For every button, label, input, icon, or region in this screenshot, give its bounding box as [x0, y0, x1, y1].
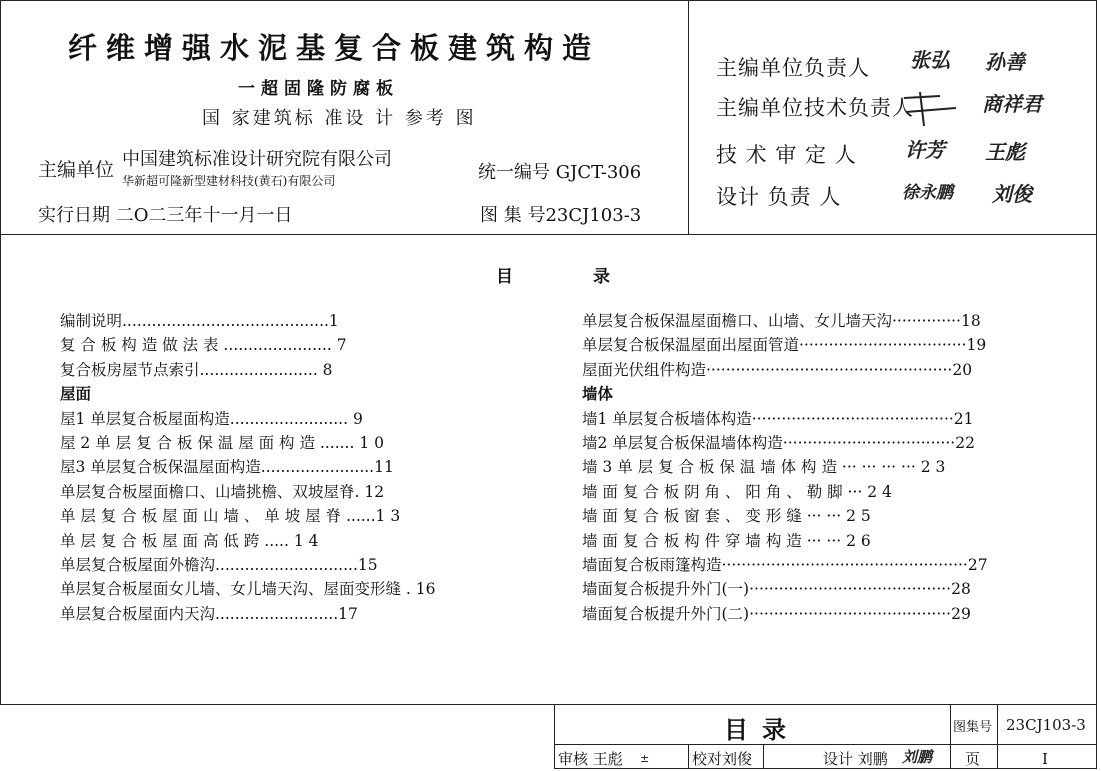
atlas-no-label: 图集号	[953, 720, 993, 735]
toc-entry: 单 层 复 合 板 屋 面 高 低 跨 ..... 1 4	[60, 531, 319, 550]
page-label: 页	[965, 750, 981, 768]
toc-section-heading: 屋面	[60, 385, 92, 404]
design-signature: 刘鹏	[902, 748, 933, 766]
toc-entry: 复 合 板 构 造 做 法 表 ...................... 7	[60, 336, 347, 355]
effective-date: 实行日期 二O二三年十一月一日	[38, 205, 293, 226]
toc-entry: 单层复合板屋面檐口、山墙挑檐、双坡屋脊. 12	[60, 482, 385, 501]
atlas-category: 国 家建筑标 准设 计 参考 图	[202, 108, 477, 129]
signature-1a: 张弘	[910, 48, 950, 72]
resp-role-2: 主编单位技术负责人	[716, 96, 914, 120]
toc-entry: 单层复合板保温屋面檐口、山墙、女儿墙天沟··············18	[582, 312, 981, 330]
check-label: 校对刘俊	[692, 750, 753, 768]
toc-right-column	[582, 309, 988, 626]
resp-role-3: 技 术 审 定 人	[716, 143, 857, 167]
toc-entry: 屋3 单层复合板保温屋面构造.......................11	[60, 458, 394, 477]
toc-entry: 墙 3 单 层 复 合 板 保 温 墙 体 构 造 ··· ··· ··· ··· 2 3	[582, 458, 946, 477]
signature-strike-mark	[900, 90, 960, 130]
signature-3b: 王彪	[985, 140, 1025, 164]
signature-1b: 孙善	[985, 50, 1025, 74]
toc-entry: 单 层 复 合 板 屋 面 山 墙 、 单 坡 屋 脊 ......1 3	[60, 507, 401, 526]
sheet-title: 目录	[724, 716, 800, 744]
toc-entry: 单层复合板屋面外檐沟.............................15	[60, 555, 378, 574]
toc-entry: 单层复合板保温屋面出屋面管道··································19	[582, 336, 987, 355]
resp-role-1: 主编单位负责人	[716, 56, 870, 80]
atlas-number: 图 集 号23CJ103-3	[480, 205, 642, 226]
content-right-border	[1096, 235, 1097, 705]
toc-entry: 单层复合板屋面女儿墙、女儿墙天沟、屋面变形缝 . 16	[60, 580, 436, 599]
review-label: 审核 王彪	[558, 750, 623, 768]
resp-role-4: 设计 负责 人	[716, 185, 842, 209]
atlas-title: 纤维增强水泥基复合板建筑构造	[68, 31, 601, 65]
toc-entry: 单层复合板屋面内天沟.........................17	[60, 604, 358, 623]
unified-code: 统一编号 GJCT-306	[478, 162, 642, 183]
toc-entry: 复合板房屋节点索引........................ 8	[60, 360, 333, 379]
editor-org-primary: 中国建筑标准设计研究院有限公司	[122, 149, 392, 170]
signature-2b: 商祥君	[982, 92, 1042, 116]
editor-org-label: 主编单位	[38, 159, 115, 181]
toc-entry: 墙1 单层复合板墙体构造·········································21	[582, 409, 974, 428]
toc-section-heading: 墙体	[582, 385, 614, 404]
toc-entry: 墙 面 复 合 板 阴 角 、 阳 角 、 勒 脚 ··· 2 4	[582, 482, 892, 501]
toc-entry: 墙面复合板提升外门(一)·········································28	[582, 580, 971, 599]
atlas-no-value: 23CJ103-3	[1006, 716, 1086, 734]
toc-entry: 编制说明..........................................1	[60, 312, 339, 330]
toc-entry: 墙面复合板雨篷构造··················································27	[582, 555, 988, 574]
toc-entry: 墙面复合板提升外门(二)·········································29	[582, 604, 971, 623]
editor-org-secondary: 华新超可隆新型建材科技(黄石)有限公司	[122, 174, 336, 188]
toc-entry: 墙 面 复 合 板 窗 套 、 变 形 缝 ··· ··· 2 5	[582, 507, 871, 526]
signature-4b: 刘俊	[992, 182, 1032, 206]
page-number: I	[1042, 750, 1048, 768]
atlas-subtitle: 一超固隆防腐板	[238, 79, 399, 99]
signature-4a: 徐永鹏	[902, 183, 953, 203]
content-left-border	[0, 235, 1, 705]
toc-entry: 墙 面 复 合 板 构 件 穿 墙 构 造 ··· ··· 2 6	[582, 531, 871, 550]
toc-title-right: 录	[593, 267, 610, 287]
toc-entry: 墙2 单层复合板保温墙体构造···································22	[582, 433, 975, 452]
toc-title-left: 目	[496, 267, 513, 287]
design-label: 设计 刘鹏	[823, 750, 888, 768]
toc-entry: 屋面光伏组件构造··················································20	[582, 360, 973, 379]
toc-left-column	[60, 309, 436, 626]
signature-3a: 许芳	[905, 138, 945, 162]
toc-entry: 屋1 单层复合板屋面构造........................ 9	[60, 409, 363, 428]
review-mark: ±	[640, 752, 650, 765]
header-divider	[688, 0, 689, 235]
toc-entry: 屋 2 单 层 复 合 板 保 温 屋 面 构 造 ....... 1 0	[60, 433, 384, 452]
